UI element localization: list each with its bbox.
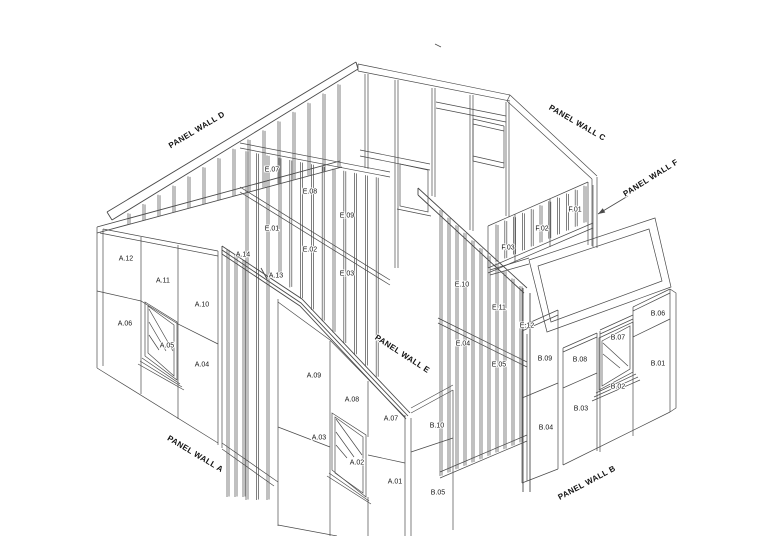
panel-label: B.08 bbox=[572, 356, 588, 364]
panel-label: B.07 bbox=[610, 334, 626, 342]
wall-c-window-1 bbox=[473, 119, 504, 168]
panel-label: F.01 bbox=[568, 206, 582, 214]
floor-sill-lines bbox=[222, 443, 278, 486]
panel-label: F.02 bbox=[535, 225, 549, 233]
leader-arrowhead bbox=[598, 208, 605, 214]
panel-label: B.03 bbox=[573, 405, 589, 413]
wall-d-roof-beam bbox=[97, 62, 358, 233]
wall-e-studs bbox=[227, 151, 378, 500]
panel-label: A.14 bbox=[235, 251, 251, 259]
panel-label: E.12 bbox=[519, 322, 535, 330]
wall-d-studs bbox=[128, 84, 340, 224]
panel-label: E.03 bbox=[339, 270, 355, 278]
panel-label: B.01 bbox=[650, 360, 666, 368]
panel-label: A.08 bbox=[344, 396, 360, 404]
wall-c bbox=[358, 44, 597, 268]
panel-label: B.02 bbox=[610, 383, 626, 391]
wall-label: PANEL WALL D bbox=[166, 109, 227, 151]
wall-b-return-face bbox=[411, 385, 453, 530]
wall-a-window-2 bbox=[327, 413, 371, 504]
ceiling-frame bbox=[490, 218, 671, 332]
wall-c-window-2 bbox=[397, 164, 431, 216]
panel-label: B.09 bbox=[537, 355, 553, 363]
panel-label: E.05 bbox=[491, 361, 507, 369]
panel-label: E.02 bbox=[302, 246, 318, 254]
panel-label: A.03 bbox=[311, 434, 327, 442]
panel-label: A.07 bbox=[383, 415, 399, 423]
panel-label: A.12 bbox=[118, 255, 134, 263]
panel-label: A.04 bbox=[194, 361, 210, 369]
wall-label: PANEL WALL C bbox=[547, 102, 608, 143]
framing-geometry bbox=[97, 44, 676, 536]
panel-label: E.07 bbox=[264, 166, 280, 174]
panel-wall-f-leader bbox=[598, 196, 628, 214]
panel-label: F.03 bbox=[501, 244, 515, 252]
wall-label: PANEL WALL F bbox=[621, 157, 680, 199]
panel-label: A.11 bbox=[156, 277, 170, 285]
panel-label: B.04 bbox=[538, 424, 554, 432]
panel-label: A.10 bbox=[194, 301, 210, 309]
wall-a-section-1 bbox=[97, 227, 222, 448]
panel-label: E.08 bbox=[302, 188, 318, 196]
wall-label: PANEL WALL A bbox=[165, 433, 225, 475]
panel-label: B.06 bbox=[650, 310, 666, 318]
panel-label: E.04 bbox=[455, 340, 471, 348]
panel-label: E.09 bbox=[339, 212, 355, 220]
wall-label: PANEL WALL B bbox=[556, 463, 618, 502]
panel-label: E.01 bbox=[264, 225, 280, 233]
panel-label: A.01 bbox=[387, 478, 403, 486]
panel-label: E.11 bbox=[492, 304, 506, 312]
panel-labels bbox=[118, 167, 666, 497]
panel-label: A.09 bbox=[306, 372, 322, 380]
panel-label: A.05 bbox=[159, 342, 175, 350]
panel-label: A.06 bbox=[117, 320, 133, 328]
panel-label: E.10 bbox=[454, 281, 470, 289]
wall-label: PANEL WALL E bbox=[373, 332, 432, 375]
panel-label: A.13 bbox=[268, 272, 284, 280]
panel-label: B.05 bbox=[430, 489, 446, 497]
panel-label: A.02 bbox=[349, 459, 365, 467]
panel-label: B.10 bbox=[429, 422, 445, 430]
